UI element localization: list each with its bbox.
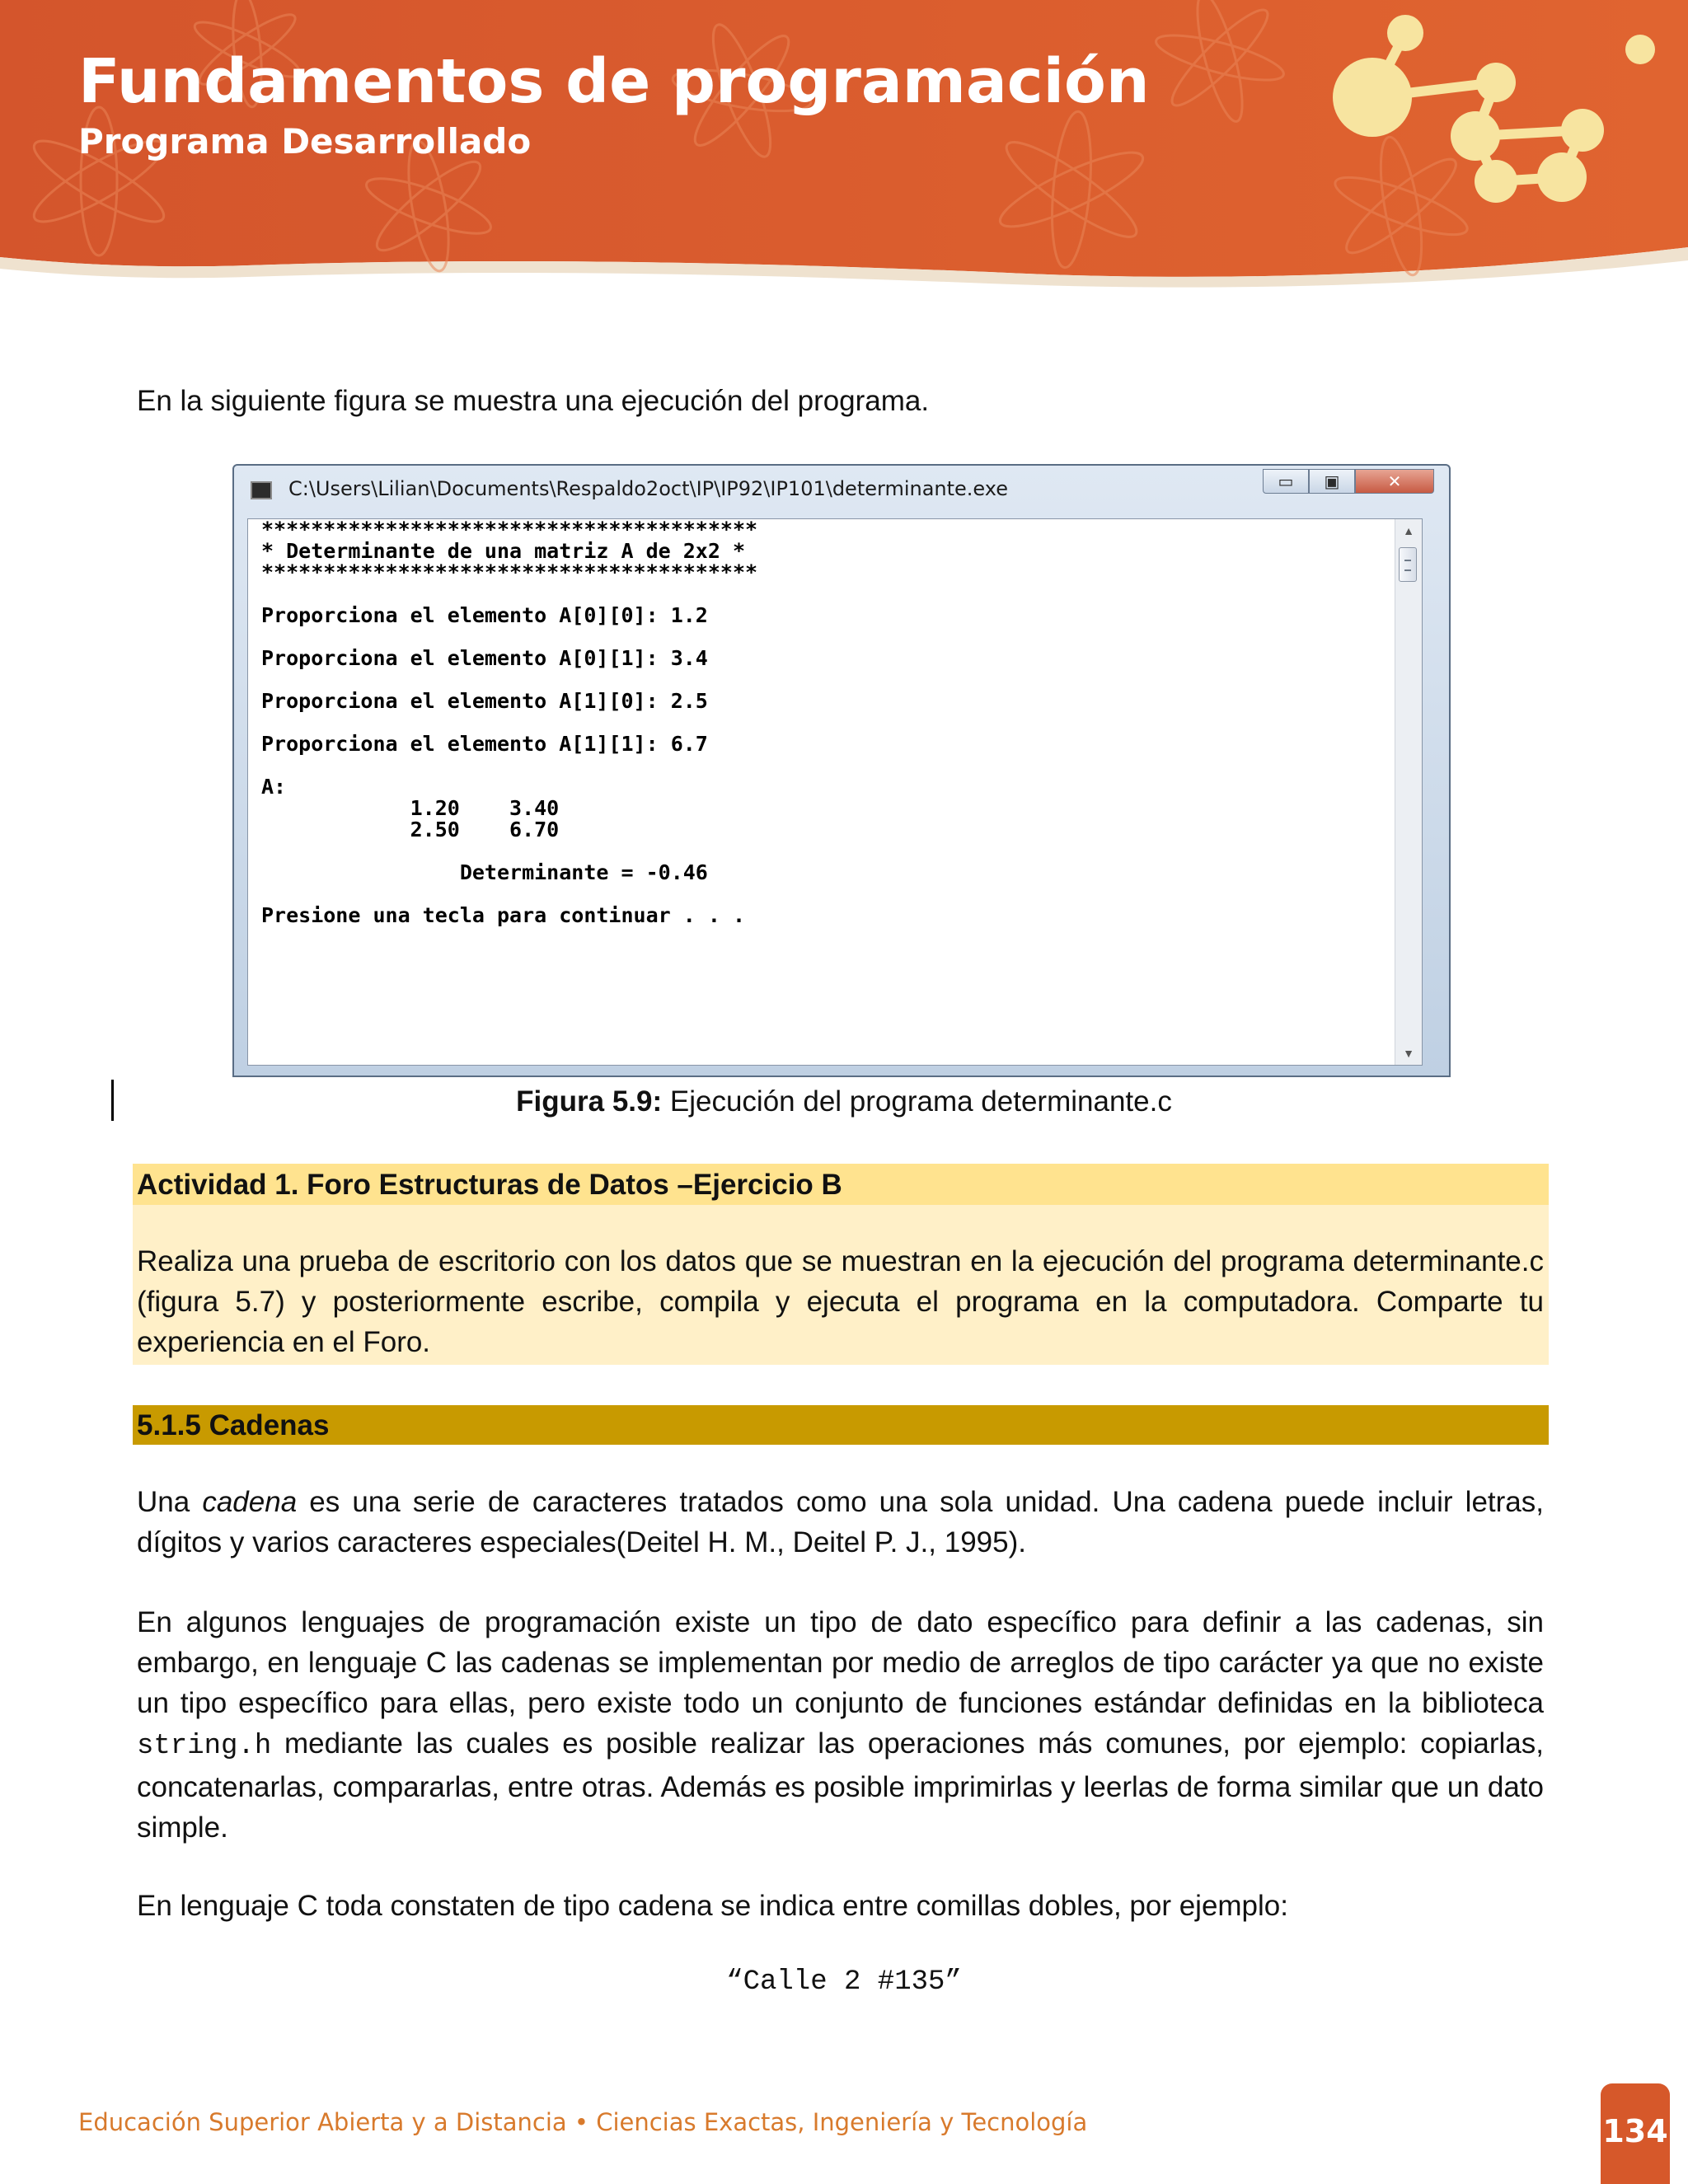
header-subtitle: Programa Desarrollado — [78, 121, 532, 162]
activity-body: Realiza una prueba de escritorio con los datos que se muestran en la ejecución del programa determinante.c (figura 5.7) y posteriormente escribe, compila y ejecuta el programa en la computadora. Comparte tu experiencia en el Foro. — [137, 1245, 1544, 1358]
page-number-tab — [1601, 2083, 1670, 2184]
footer-text: Educación Superior Abierta y a Distancia • Ciencias Exactas, Ingeniería y Tecnología — [78, 2108, 1088, 2136]
paragraph-cadena-definition — [137, 1482, 1544, 1563]
activity-title: Actividad 1. Foro Estructuras de Datos –Ejercicio B — [137, 1169, 842, 1201]
section-heading-bar — [133, 1405, 1549, 1445]
console-output-area[interactable] — [247, 518, 1423, 1066]
p1-text-start: Una — [137, 1486, 203, 1518]
caption-text: Ejecución del programa determinante.c — [669, 1085, 1172, 1118]
page-number: 134 — [1602, 2113, 1668, 2149]
p2-text-start: En algunos lenguajes de programación existe un tipo de dato específico para definir a las cadenas, sin embargo, en lenguaje C las cadenas se implementan por medio de arreglos de tipo carácter ya que no existe un tipo específico para ellas, pero existe todo un conjunto de funciones estándar definidas en la biblioteca — [137, 1606, 1544, 1719]
paragraph-constante-cadena: En lenguaje C toda constaten de tipo cadena se indica entre comillas dobles, por ejemplo: — [137, 1890, 1288, 1922]
paragraph-cadenas-en-c — [137, 1602, 1544, 1848]
activity-box — [133, 1164, 1549, 1365]
string-example: “Calle 2 #135” — [726, 1966, 962, 1998]
p2-text-end: mediante las cuales es posible realizar las operaciones más comunes, por ejemplo: copiarlas, concatenarlas, compararlas, entre otras. Además es posible imprimirlas y leerlas de forma similar que un dato simple. — [137, 1727, 1544, 1844]
intro-text: En la siguiente figura se muestra una ejecución del programa. — [137, 385, 930, 417]
console-window — [232, 464, 1451, 1077]
p1-emphasis: cadena — [202, 1486, 298, 1518]
console-output: **************************************** * Determinante de una matriz A de 2x2 * **************************************** Proporciona el elemento A[0][0]: 1.2 Proporciona el elemento A[0][1]: 3.4 Proporciona el elemento A[1][0]: 2.5 Proporciona el elemento A[1][1]: 6.7 A: 1.20 3.40 2.50 6.70 Determinante = -0.46 Presione una tecla para continuar . . . — [261, 518, 758, 927]
header-banner — [0, 0, 1688, 297]
p1-text-end: es una serie de caracteres tratados como una sola unidad. Una cadena puede incluir letras, dígitos y varios caracteres especiales(Deitel H. M., Deitel P. J., 1995). — [137, 1486, 1544, 1558]
scroll-thumb[interactable] — [1399, 547, 1417, 582]
scroll-up-icon[interactable]: ▲ — [1403, 524, 1414, 537]
section-title: 5.1.5 Cadenas — [137, 1409, 330, 1441]
figure-caption — [0, 1085, 1688, 1119]
caption-label: Figura 5.9: — [516, 1085, 663, 1118]
close-button[interactable]: ✕ — [1355, 469, 1434, 494]
window-controls — [1263, 469, 1434, 494]
scroll-down-icon[interactable]: ▼ — [1403, 1047, 1414, 1060]
minimize-button[interactable]: ▭ — [1263, 469, 1309, 494]
activity-header — [133, 1164, 1549, 1205]
console-app-icon — [251, 481, 272, 499]
p2-code: string.h — [137, 1731, 272, 1762]
window-title: C:\Users\Lilian\Documents\Respaldo2oct\IP\IP92\IP101\determinante.exe — [288, 477, 1008, 500]
header-title: Fundamentos de programación — [78, 46, 1150, 117]
maximize-button[interactable]: ▣ — [1309, 469, 1355, 494]
vertical-scrollbar[interactable] — [1395, 519, 1422, 1065]
